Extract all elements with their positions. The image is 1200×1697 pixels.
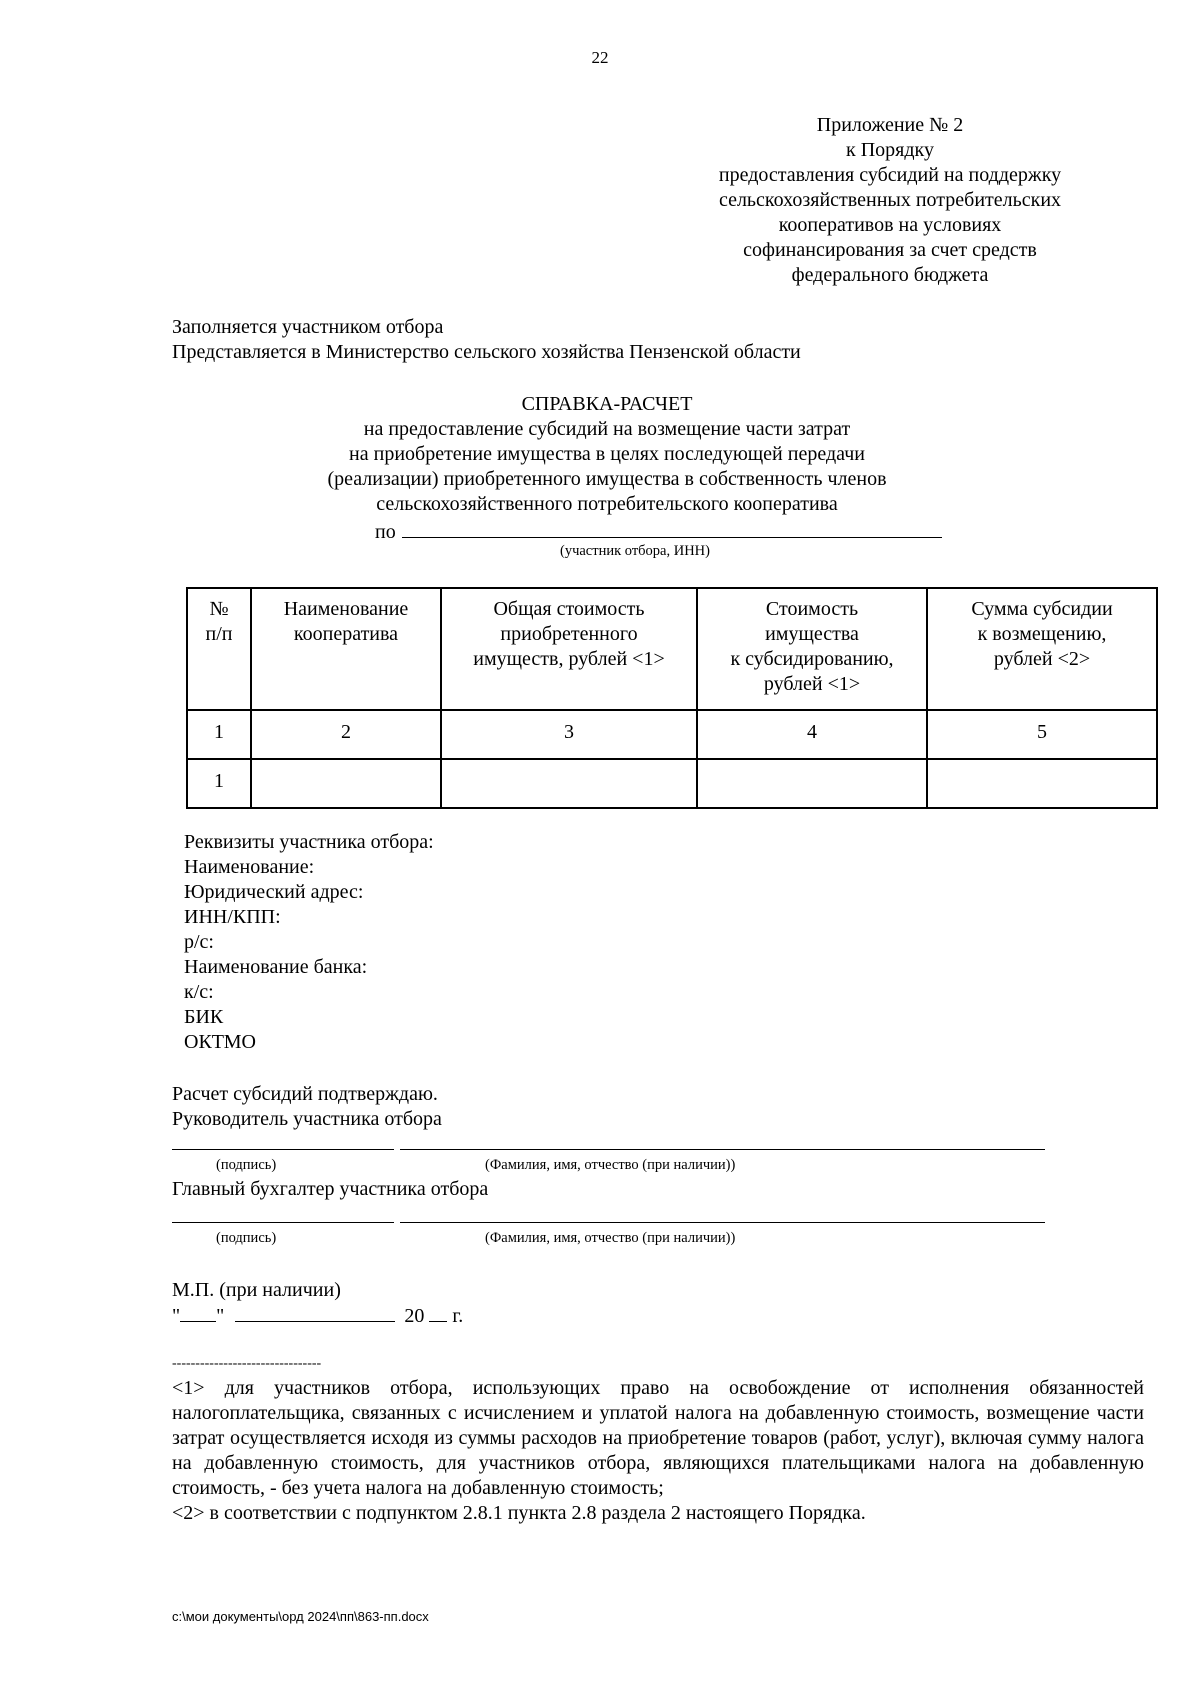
confirmation-block [172,1082,442,1132]
page-number: 22 [591,48,609,67]
column-number-cell: 1 [187,710,251,759]
participant-requisites [184,830,434,1055]
signature-caption: (подпись) [216,1157,277,1173]
year-prefix: 20 [404,1305,425,1327]
title-main: СПРАВКА-РАСЧЕТ [521,393,693,415]
day-blank[interactable] [180,1303,216,1322]
column-number-cell: 3 [441,710,697,759]
submitted-to-note: Представляется в Министерство сельского хозяйства Пензенской области [172,341,801,363]
appendix-line: к Порядку [846,139,934,161]
quote-close: " [216,1305,225,1327]
month-blank[interactable] [235,1303,395,1322]
header-cell-cooperative: Наименование кооператива [251,588,441,710]
accountant-signature-line[interactable] [172,1222,394,1223]
header-cell-subsidized-cost: Стоимость имущества к субсидированию, рублей <1> [697,588,927,710]
head-label: Руководитель участника отбора [172,1108,442,1130]
document-title [172,392,1042,517]
table-header-row [187,588,1157,710]
appendix-line: софинансирования за счет средств [743,239,1037,261]
year-suffix: г. [452,1305,464,1327]
accountant-name-line[interactable] [400,1222,1045,1223]
header-cell-subsidy-amount: Сумма субсидии к возмещению, рублей <2> [927,588,1157,710]
appendix-line: предоставления субсидий на поддержку [718,164,1062,186]
footnote-1: <1> для участников отбора, использующих право на освобождение от исполнения обязанностей налогоплательщика, связанных с исчислением и уплатой налога на добавленную стоимость, возмещение части затрат осуществляется исходя из суммы расходов на приобретение товаров (работ, услуг), включая сумму налога на добавленную стоимость, для участников отбора, являющихся плательщиками налога на добавленную стоимость, - без учета налога на добавленную стоимость; [172,1377,1144,1499]
table-column-numbers-row [187,710,1157,759]
table-cell[interactable]: 1 [187,759,251,808]
stamp-note: М.П. (при наличии) [172,1279,341,1301]
appendix-line: Приложение № 2 [816,114,964,136]
appendix-line: кооперативов на условиях [778,214,1002,236]
requisite-field: Юридический адрес: [184,881,364,903]
column-number-cell: 5 [927,710,1157,759]
title-line: (реализации) приобретенного имущества в собственность членов [327,468,887,490]
participant-blank [402,517,942,538]
column-number-cell: 2 [251,710,441,759]
title-line: на предоставление субсидий на возмещение части затрат [363,418,851,440]
requisite-field: Наименование банка: [184,956,368,978]
signature-caption: (подпись) [216,1230,277,1246]
title-line: на приобретение имущества в целях последующей передачи [349,443,865,465]
requisites-title: Реквизиты участника отбора: [184,831,434,853]
appendix-line: сельскохозяйственных потребительских [718,189,1062,211]
table-cell[interactable] [927,759,1157,808]
requisite-field: ОКТМО [184,1031,256,1053]
confirm-text: Расчет субсидий подтверждаю. [172,1083,438,1105]
appendix-line: федерального бюджета [791,264,989,286]
requisite-field: БИК [184,1006,224,1028]
table-cell[interactable] [697,759,927,808]
name-caption: (Фамилия, имя, отчество (при наличии)) [485,1157,736,1173]
participant-caption: (участник отбора, ИНН) [560,543,710,559]
name-caption: (Фамилия, имя, отчество (при наличии)) [485,1230,736,1246]
title-line: сельскохозяйственного потребительского кооператива [376,493,838,515]
header-cell-total-cost: Общая стоимость приобретенного имуществ, рублей <1> [441,588,697,710]
participant-line [375,517,942,545]
requisite-field: р/с: [184,931,214,953]
requisite-field: Наименование: [184,856,315,878]
quote-open: " [172,1305,181,1327]
table-row [187,759,1157,808]
appendix-heading [640,113,1140,288]
footnote-2: <2> в соответствии с подпунктом 2.8.1 пункта 2.8 раздела 2 настоящего Порядка. [172,1502,866,1524]
calculation-table [186,587,1158,809]
file-path: c:\мои документы\орд 2024\пп\863-пп.docx [172,1609,429,1624]
requisite-field: ИНН/КПП: [184,906,281,928]
requisite-field: к/с: [184,981,214,1003]
table-cell[interactable] [251,759,441,808]
header-cell-number: № п/п [187,588,251,710]
year-blank[interactable] [429,1303,447,1322]
footnote-separator: -------------------------------- [172,1356,322,1371]
head-signature-line[interactable] [172,1149,394,1150]
footnotes [172,1376,1144,1526]
filled-by-note: Заполняется участником отбора [172,316,444,338]
po-label: по [375,521,396,543]
column-number-cell: 4 [697,710,927,759]
date-line [172,1303,463,1329]
chief-accountant-label: Главный бухгалтер участника отбора [172,1178,489,1200]
table-cell[interactable] [441,759,697,808]
head-name-line[interactable] [400,1149,1045,1150]
